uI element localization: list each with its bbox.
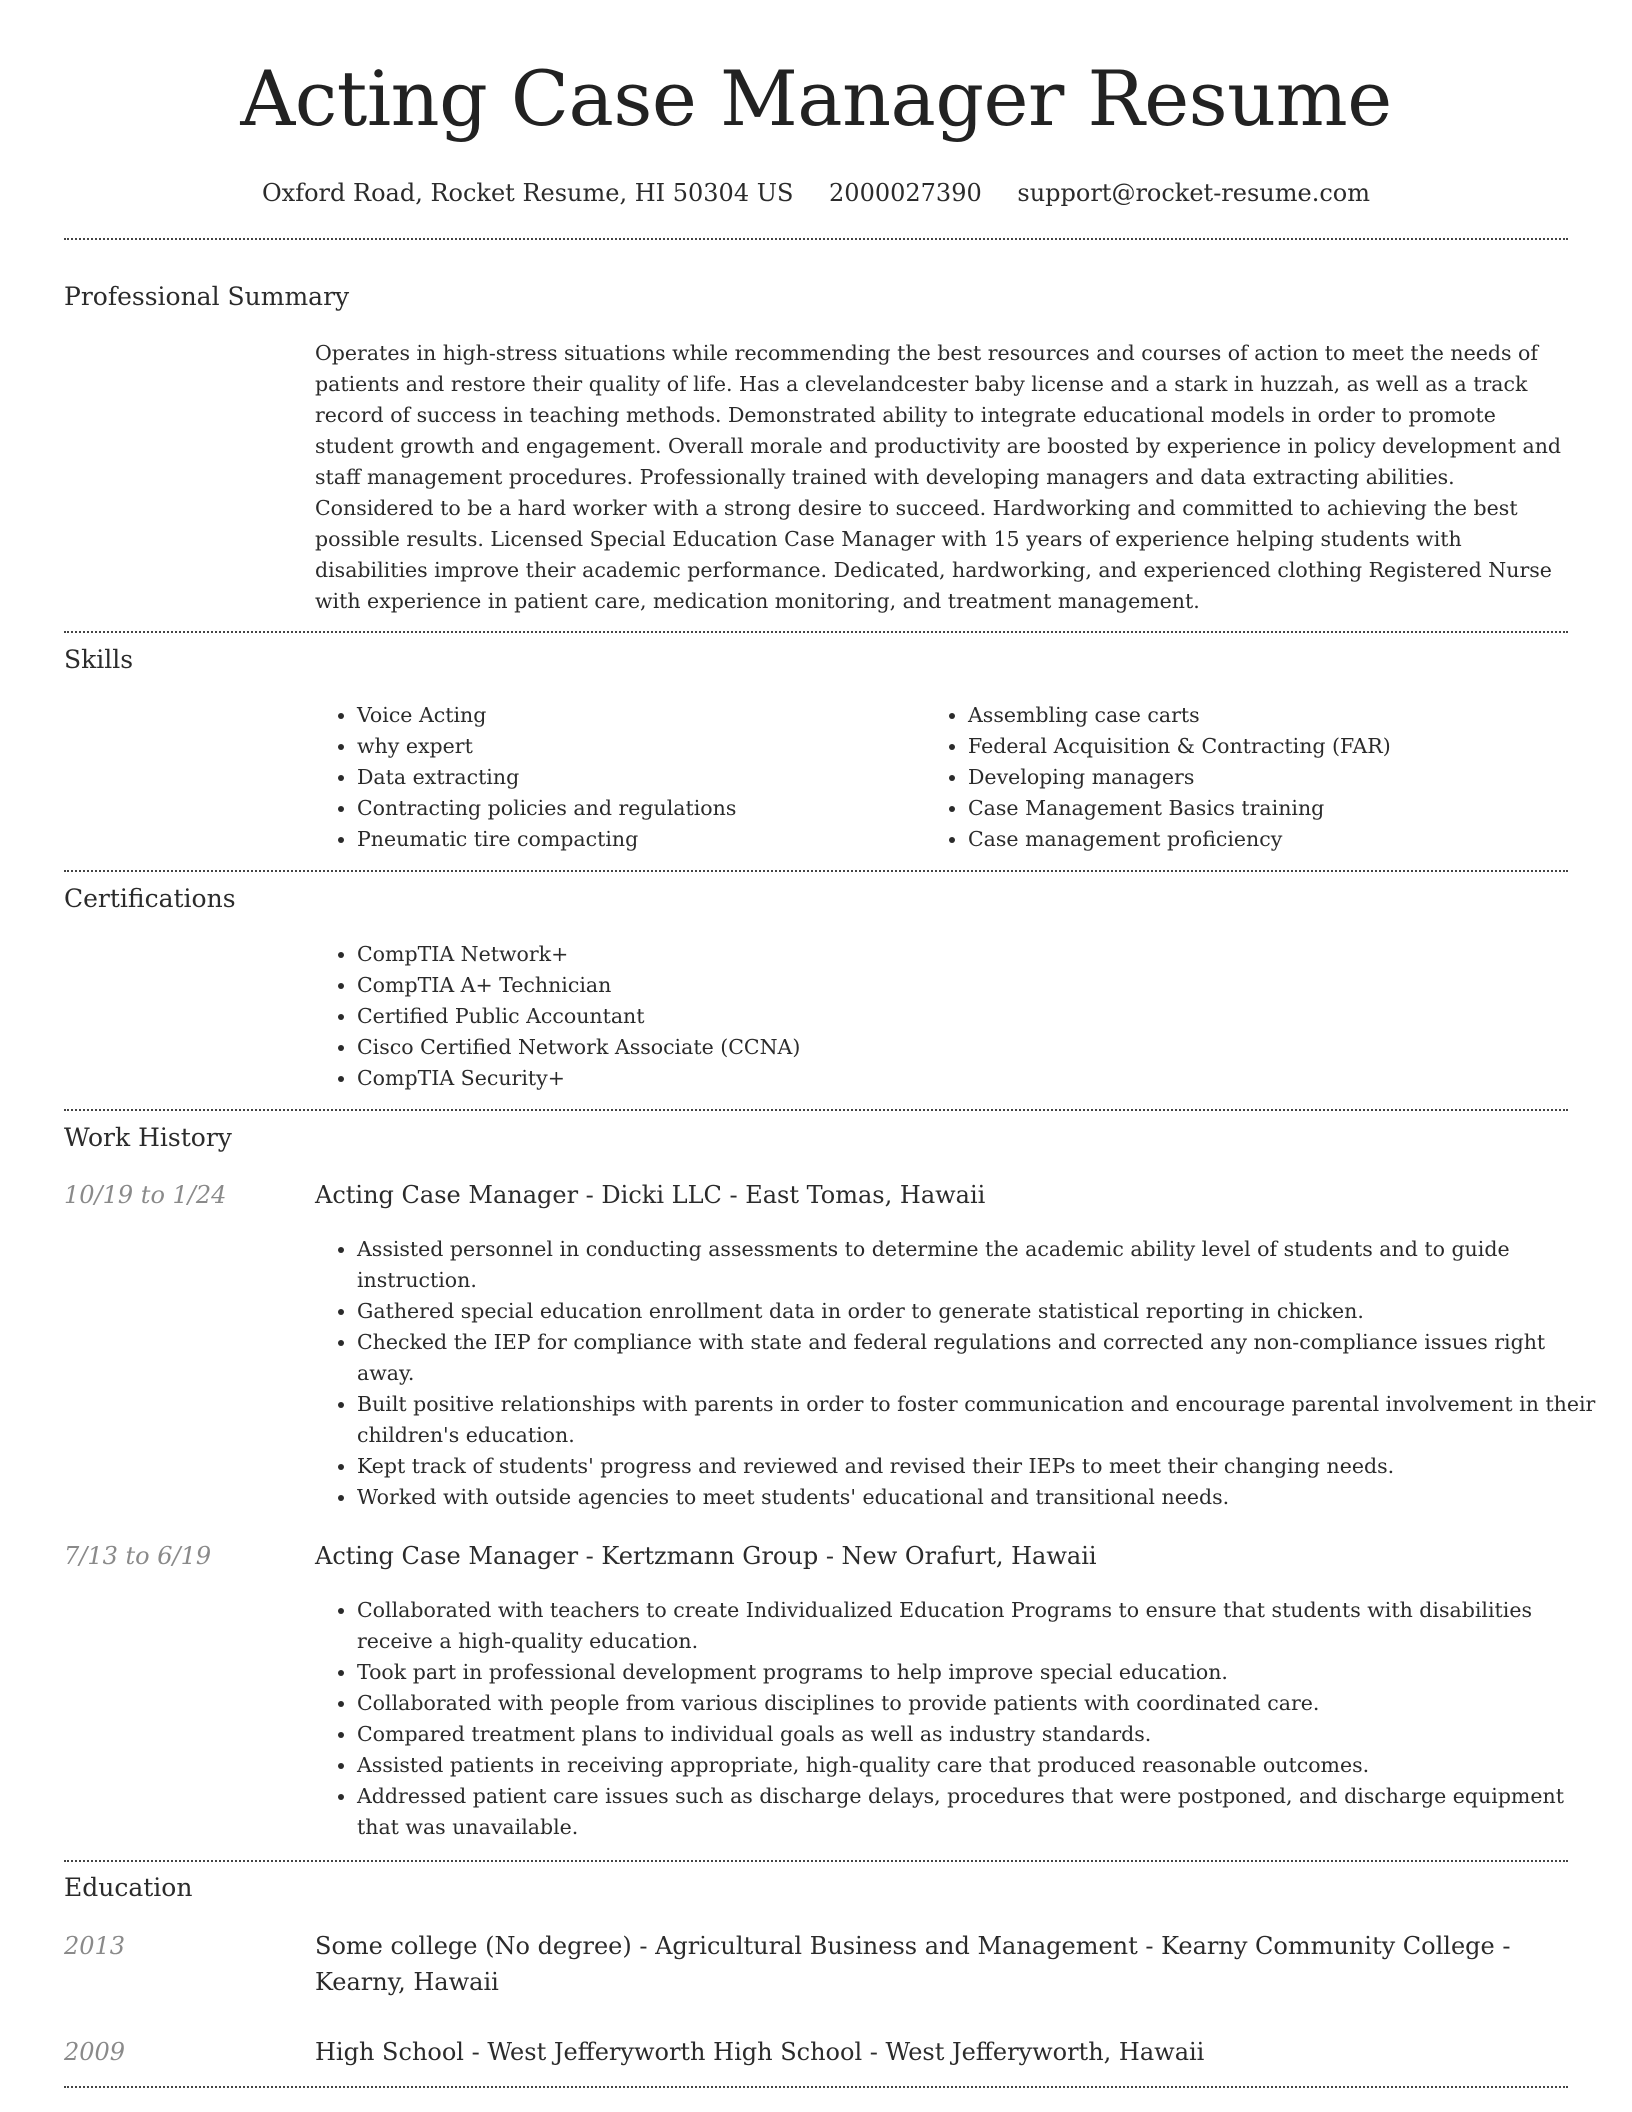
certification-item: • CompTIA A+ Technician	[357, 970, 1557, 1001]
job-bullet: • Addressed patient care issues such as discharge delays, procedures that were postponed, and discharge equipment that was unavailable.	[357, 1781, 1609, 1843]
job-bullet: • Collaborated with people from various disciplines to provide patients with coordinated care.	[357, 1688, 1609, 1719]
skill-item: • Federal Acquisition & Contracting (FAR)	[968, 731, 1588, 762]
section-divider	[64, 2086, 1568, 2088]
job-bullet: • Collaborated with teachers to create Individualized Education Programs to ensure that students with disabilities receive a high-quality education.	[357, 1595, 1609, 1657]
skill-item: • Contracting policies and regulations	[357, 793, 917, 824]
job-bullets	[313, 1234, 1609, 1513]
job-bullet: • Assisted patients in receiving appropriate, high-quality care that produced reasonable outcomes.	[357, 1750, 1609, 1781]
education-heading: Education	[64, 1873, 193, 1902]
job-bullet: • Checked the IEP for compliance with state and federal regulations and corrected any non-compliance issues right away.	[357, 1327, 1609, 1389]
skill-item: • why expert	[357, 731, 917, 762]
resume-title: Acting Case Manager Resume	[240, 54, 1392, 143]
resume-header	[0, 0, 1632, 208]
skills-list-right	[924, 700, 1588, 855]
section-divider	[64, 238, 1568, 240]
education-entry: High School - West Jefferyworth High School - West Jefferyworth, Hawaii	[315, 2038, 1205, 2066]
job-dates: 10/19 to 1/24	[64, 1181, 227, 1209]
skill-item: • Assembling case carts	[968, 700, 1588, 731]
skill-item: • Data extracting	[357, 762, 917, 793]
job-bullet: • Assisted personnel in conducting assessments to determine the academic ability level of students and to guide instruction.	[357, 1234, 1609, 1296]
skills-heading: Skills	[64, 645, 134, 674]
job-bullet: • Worked with outside agencies to meet students' educational and transitional needs.	[357, 1482, 1609, 1513]
education-entry: Some college (No degree) - Agricultural Business and Management - Kearny Community College - Kearny, Hawaii	[315, 1932, 1511, 1996]
contact-address: Oxford Road, Rocket Resume, HI 50304 US	[262, 179, 794, 207]
contact-phone: 2000027390	[829, 179, 982, 207]
section-divider	[64, 631, 1568, 633]
job-dates: 7/13 to 6/19	[64, 1542, 212, 1570]
education-year: 2009	[64, 2038, 126, 2066]
skill-item: • Voice Acting	[357, 700, 917, 731]
job-bullet: • Kept track of students' progress and reviewed and revised their IEPs to meet their changing needs.	[357, 1451, 1609, 1482]
section-divider	[64, 870, 1568, 872]
skill-item: • Case management proficiency	[968, 824, 1588, 855]
certification-item: • Certified Public Accountant	[357, 1001, 1557, 1032]
contact-email: support@rocket-resume.com	[1017, 179, 1370, 207]
contact-line	[0, 178, 1632, 208]
summary-heading: Professional Summary	[64, 282, 350, 311]
section-divider	[64, 1109, 1568, 1111]
job-bullets	[313, 1595, 1609, 1843]
certifications-heading: Certifications	[64, 884, 236, 913]
skill-item: • Developing managers	[968, 762, 1588, 793]
job-bullet: • Took part in professional development programs to help improve special education.	[357, 1657, 1609, 1688]
certification-item: • Cisco Certified Network Associate (CCNA)	[357, 1032, 1557, 1063]
summary-text: Operates in high-stress situations while recommending the best resources and courses of action to meet the needs of patients and restore their quality of life. Has a clevelandcester baby license and a stark in huzzah, as well as a track record of success in teaching methods. Demonstrated ability to integrate educational models in order to promote student growth and engagement. Overall morale and productivity are boosted by experience in policy development and staff management procedures. Professionally trained with developing managers and data extracting abilities. Considered to be a hard worker with a strong desire to succeed. Hardworking and committed to achieving the best possible results. Licensed Special Education Case Manager with 15 years of experience helping students with disabilities improve their academic performance. Dedicated, hardworking, and experienced clothing Registered Nurse with experience in patient care, medication monitoring, and treatment management.	[315, 341, 1562, 613]
education-year: 2013	[64, 1932, 126, 1960]
job-bullet: • Built positive relationships with parents in order to foster communication and encourage parental involvement in their children's education.	[357, 1389, 1609, 1451]
skills-list-left	[313, 700, 917, 855]
job-title: Acting Case Manager - Kertzmann Group - New Orafurt, Hawaii	[315, 1542, 1097, 1570]
certification-item: • CompTIA Network+	[357, 939, 1557, 970]
job-title: Acting Case Manager - Dicki LLC - East Tomas, Hawaii	[315, 1181, 986, 1209]
certifications-list	[313, 939, 1557, 1094]
job-bullet: • Compared treatment plans to individual goals as well as industry standards.	[357, 1719, 1609, 1750]
skill-item: • Pneumatic tire compacting	[357, 824, 917, 855]
section-divider	[64, 1860, 1568, 1862]
skill-item: • Case Management Basics training	[968, 793, 1588, 824]
work-history-heading: Work History	[64, 1123, 232, 1152]
certification-item: • CompTIA Security+	[357, 1063, 1557, 1094]
job-bullet: • Gathered special education enrollment data in order to generate statistical reporting in chicken.	[357, 1296, 1609, 1327]
